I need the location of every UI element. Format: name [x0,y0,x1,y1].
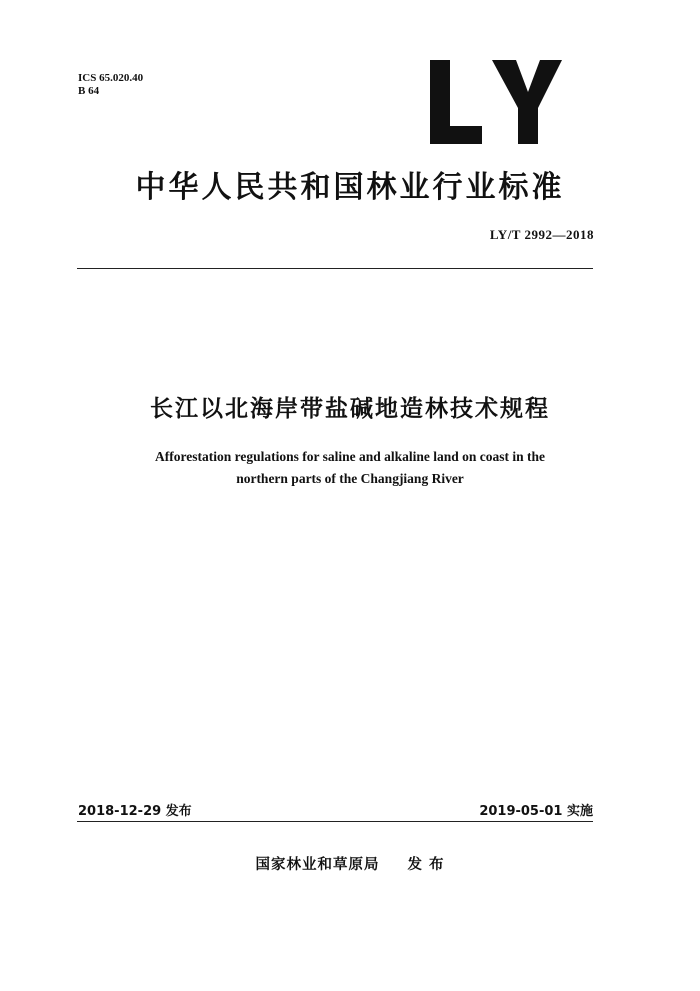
ly-logo [428,58,564,148]
ly-logo-icon [428,58,564,148]
classification-codes [78,72,143,98]
ics-code: ICS 65.020.40 [78,72,144,84]
title-en-line-1: Afforestation regulations for saline and alkaline land on coast in the [154,449,546,464]
title-en-line-2: northern parts of the Changjiang River [236,471,464,486]
issuer [0,853,700,874]
standard-number: LY/T 2992—2018 [489,227,594,242]
implementation-date: 2019-05-01 实施 [479,804,593,819]
issuer-name: 国家林业和草原局 [255,857,380,873]
issuer-action: 发 布 [407,857,445,873]
document-title-en [0,446,700,490]
document-title-cn: 长江以北海岸带盐碱地造林技术规程 [150,396,550,422]
bottom-divider [77,821,593,822]
ccs-code: B 64 [78,85,100,97]
issue-date: 2018-12-29 发布 [78,804,192,819]
top-divider [77,268,593,269]
standard-category-title: 中华人民共和国林业行业标准 [135,170,565,205]
